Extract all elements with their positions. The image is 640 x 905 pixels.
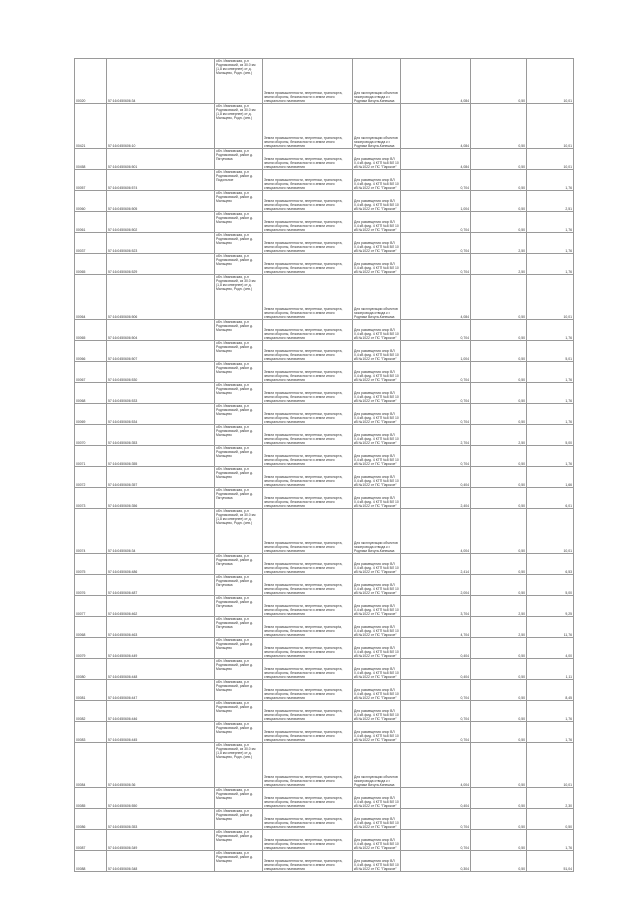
cadastral-number-cell: 57:16:0450606:36 bbox=[107, 743, 215, 788]
permitted-use-cell: Для размещения опор ВЛ 0,4 кВ фид. 4 КТП №8 ВЛ 10 кВ №1022 от ПС "Парское" bbox=[353, 212, 401, 233]
row-number-cell: 00077 bbox=[75, 596, 107, 617]
row-number-cell: 00020 bbox=[75, 59, 107, 104]
permitted-use-cell: Для эксплуатации объектов газопровода отвода к г. Родники Вичуга-Кинешма bbox=[353, 275, 401, 320]
area-cell: 0,704 bbox=[401, 170, 471, 191]
table-row bbox=[75, 638, 574, 659]
permitted-use-cell: Для размещения опор ВЛ 0,4 кВ фид. 4 КТП №8 ВЛ 10 кВ №1022 от ПС "Парское" bbox=[353, 341, 401, 362]
table-row bbox=[75, 701, 574, 722]
land-plot-table bbox=[74, 58, 574, 872]
row-number-cell: 00067 bbox=[75, 362, 107, 383]
location-cell: обл. Ивановская, р-н Родниковский, район д. Мальцево bbox=[215, 809, 263, 830]
area-cell: 4,084 bbox=[401, 59, 471, 104]
cadastral-number-cell: 57:16:0450606:486 bbox=[107, 554, 215, 575]
location-cell: обл. Ивановская, р-н Родниковский, район д. Мальцево bbox=[215, 341, 263, 362]
land-category-cell: Земли промышленности, энергетики, транспорта, земли обороны, безопасности и земли иного специального назначения bbox=[263, 659, 353, 680]
land-category-cell: Земли промышленности, энергетики, транспорта, земли обороны, безопасности и земли иного специального назначения bbox=[263, 554, 353, 575]
area-cell: 0,404 bbox=[401, 659, 471, 680]
row-number-cell: 00070 bbox=[75, 425, 107, 446]
area-cell: 3,704 bbox=[401, 596, 471, 617]
amount-cell: 9,25 bbox=[527, 596, 574, 617]
amount-cell: 10,01 bbox=[527, 275, 574, 320]
area-cell: 4,084 bbox=[401, 275, 471, 320]
permitted-use-cell: Для размещения опор ВЛ 0,4 кВ фид. 4 КТП №8 ВЛ 10 кВ №1022 от ПС "Парское" bbox=[353, 830, 401, 851]
land-category-cell: Земли промышленности, энергетики, транспорта, земли обороны, безопасности и земли иного специального назначения bbox=[263, 59, 353, 104]
row-number-cell: 00084 bbox=[75, 743, 107, 788]
area-cell: 0,304 bbox=[401, 851, 471, 872]
area-cell: 2,704 bbox=[401, 425, 471, 446]
row-number-cell: 00421 bbox=[75, 104, 107, 149]
cadastral-number-cell: 57:16:0450606:533 bbox=[107, 383, 215, 404]
area-cell: 0,704 bbox=[401, 680, 471, 701]
area-cell: 0,404 bbox=[401, 788, 471, 809]
cadastral-number-cell: 57:16:0450606:534 bbox=[107, 404, 215, 425]
land-category-cell: Земли промышленности, энергетики, транспорта, земли обороны, безопасности и земли иного специального назначения bbox=[263, 149, 353, 170]
rate-cell: 0,50 bbox=[471, 575, 527, 596]
cadastral-number-cell: 57:16:0450606:507 bbox=[107, 341, 215, 362]
cadastral-number-cell: 57:16:0450606:10 bbox=[107, 104, 215, 149]
land-category-cell: Земли промышленности, энергетики, транспорта, земли обороны, безопасности и земли иного специального назначения bbox=[263, 233, 353, 254]
amount-cell: 10,01 bbox=[527, 743, 574, 788]
cadastral-number-cell: 57:16:0450606:356 bbox=[107, 488, 215, 509]
rate-cell: 0,50 bbox=[471, 191, 527, 212]
area-cell: 0,704 bbox=[401, 233, 471, 254]
permitted-use-cell: Для размещения опор ВЛ 0,4 кВ фид. 4 КТП №8 ВЛ 10 кВ №1022 от ПС "Парское" bbox=[353, 659, 401, 680]
cadastral-number-cell: 57:16:0450606:445 bbox=[107, 722, 215, 743]
permitted-use-cell: Для эксплуатации объектов газопровода отвода к г. Родники Вичуга-Кинешма bbox=[353, 509, 401, 554]
table-row bbox=[75, 320, 574, 341]
cadastral-number-cell: 57:16:0450606:353 bbox=[107, 425, 215, 446]
area-cell: 0,704 bbox=[401, 830, 471, 851]
table-row bbox=[75, 659, 574, 680]
permitted-use-cell: Для размещения опор ВЛ 0,4 кВ фид. 4 КТП №8 ВЛ 10 кВ №1022 от ПС "Парское" bbox=[353, 149, 401, 170]
rate-cell: 0,50 bbox=[471, 680, 527, 701]
area-cell: 1,004 bbox=[401, 341, 471, 362]
land-category-cell: Земли промышленности, энергетики, транспорта, земли обороны, безопасности и земли иного специального назначения bbox=[263, 383, 353, 404]
amount-cell: 1,76 bbox=[527, 362, 574, 383]
land-category-cell: Земли промышленности, энергетики, транспорta, земли обороны, безопасности и земли иного специального назначения bbox=[263, 617, 353, 638]
location-cell: обл. Ивановская, р-н Родниковский, район д. Мальцево bbox=[215, 851, 263, 872]
land-category-cell: Земли промышленности, энергетики, транспорта, земли обороны, безопасности и земли иного специального назначения bbox=[263, 722, 353, 743]
cadastral-number-cell: 57:16:0450606:463 bbox=[107, 617, 215, 638]
table-row bbox=[75, 275, 574, 320]
location-cell: обл. Ивановская, р-н Родниковский, район д. Пятуновка bbox=[215, 149, 263, 170]
table-row bbox=[75, 446, 574, 467]
permitted-use-cell: Для размещения опор ВЛ 0,4 кВ фид. 4 КТП №8 ВЛ 10 кВ №1022 от ПС "Парское" bbox=[353, 446, 401, 467]
amount-cell: 10,01 bbox=[527, 509, 574, 554]
area-cell: 4,084 bbox=[401, 149, 471, 170]
amount-cell: 1,76 bbox=[527, 830, 574, 851]
table-row bbox=[75, 596, 574, 617]
area-cell: 4,704 bbox=[401, 617, 471, 638]
land-category-cell: Земли промышленности, энергетики, транспорта, земли обороны, безопасности и земли иного специального назначения bbox=[263, 104, 353, 149]
permitted-use-cell: Для эксплуатации объектов газопровода отвода к г. Родники Вичуга-Кинешма bbox=[353, 104, 401, 149]
amount-cell: 1,11 bbox=[527, 659, 574, 680]
land-category-cell: Земли промышленности, энергетики, транспорта, земли обороны, безопасности и земли иного специального назначения bbox=[263, 701, 353, 722]
area-cell: 4,004 bbox=[401, 509, 471, 554]
amount-cell: 5,00 bbox=[527, 425, 574, 446]
land-category-cell: Земли промышленности, энергетики, транспорта, земли обороны, безопасности и земли иного специального назначения bbox=[263, 830, 353, 851]
location-cell: обл. Ивановская, р-н Родниковский, район д. Мальцево bbox=[215, 830, 263, 851]
permitted-use-cell: Для размещения опор ВЛ 0,4 кВ фид. 4 КТП №8 ВЛ 10 кВ №1022 от ПС "Парское" bbox=[353, 467, 401, 488]
area-cell: 0,404 bbox=[401, 467, 471, 488]
land-category-cell: Земли промышленности, энергетики, транспорта, земли обороны, безопасности и земли иного специального назначения bbox=[263, 362, 353, 383]
land-category-cell: Земли промышленности, энергетики, транспорта, земли обороны, безопасности и земли иного специального назначения bbox=[263, 851, 353, 872]
rate-cell: 0,50 bbox=[471, 212, 527, 233]
table-row bbox=[75, 722, 574, 743]
cadastral-number-cell: 57:16:0450606:34 bbox=[107, 509, 215, 554]
amount-cell: 2,30 bbox=[527, 788, 574, 809]
location-cell: обл. Ивановская, р-н Родниковский, район д. Мальцево bbox=[215, 659, 263, 680]
location-cell: обл. Ивановская, р-н Родниковский, район д. Пятуновка bbox=[215, 617, 263, 638]
amount-cell: 10,01 bbox=[527, 59, 574, 104]
area-cell: 2,404 bbox=[401, 488, 471, 509]
amount-cell: 8,45 bbox=[527, 680, 574, 701]
cadastral-number-cell: 57:16:0450606:530 bbox=[107, 362, 215, 383]
amount-cell: 1,76 bbox=[527, 254, 574, 275]
area-cell: 0,704 bbox=[401, 722, 471, 743]
amount-cell: 5,01 bbox=[527, 341, 574, 362]
amount-cell: 10,01 bbox=[527, 104, 574, 149]
location-cell: обл. Ивановская, р-н Родниковский, район д. Мальцево bbox=[215, 680, 263, 701]
row-number-cell: 00085 bbox=[75, 788, 107, 809]
location-cell: обл. Ивановская, р-н Родниковский, из 30.0 км (1,8 км севернее) от д. Мальцево, Родн. (сев.) bbox=[215, 59, 263, 104]
rate-cell: 0,50 bbox=[471, 701, 527, 722]
rate-cell: 0,50 bbox=[471, 509, 527, 554]
row-number-cell: 00082 bbox=[75, 701, 107, 722]
land-category-cell: Земли промышленности, энергетики, транспорта, земли обороны, безопасности и земли иного специального назначения bbox=[263, 446, 353, 467]
area-cell: 0,404 bbox=[401, 638, 471, 659]
land-category-cell: Земли промышленности, энергетики, транспорта, земли обороны, безопасности и земли иного специального назначения bbox=[263, 275, 353, 320]
land-category-cell: Земли промышленности, энергетики, транспорта, земли обороны, безопасности и земли иного специального назначения bbox=[263, 743, 353, 788]
row-number-cell: 00079 bbox=[75, 638, 107, 659]
row-number-cell: 00071 bbox=[75, 446, 107, 467]
permitted-use-cell: Для размещения опор ВЛ 0,4 кВ фид. 4 КТП №8 ВЛ 10 кВ №1022 от ПС "Парское" bbox=[353, 488, 401, 509]
land-category-cell: Земли промышленности, энергетики, транспорта, земли обороны, безопасности и земли иного специального назначения bbox=[263, 191, 353, 212]
location-cell: обл. Ивановская, р-н Родниковский, район д. Мальцево bbox=[215, 212, 263, 233]
location-cell: обл. Ивановская, р-н Родниковский, район д. Мальцево bbox=[215, 467, 263, 488]
rate-cell: 0,50 bbox=[471, 446, 527, 467]
rate-cell: 2,50 bbox=[471, 425, 527, 446]
cadastral-number-cell: 57:16:0450606:462 bbox=[107, 596, 215, 617]
rate-cell: 0,50 bbox=[471, 851, 527, 872]
amount-cell: 2,51 bbox=[527, 191, 574, 212]
table-row bbox=[75, 212, 574, 233]
row-number-cell: 00088 bbox=[75, 851, 107, 872]
land-category-cell: Земли промышленности, энергетики, транспорта, земли обороны, безопасности и земли иного специального назначения bbox=[263, 488, 353, 509]
table-row bbox=[75, 362, 574, 383]
cadastral-number-cell: 57:16:0450606:447 bbox=[107, 680, 215, 701]
location-cell: обл. Ивановская, р-н Родниковский, район д. Пятуновка bbox=[215, 554, 263, 575]
amount-cell: 1,76 bbox=[527, 701, 574, 722]
row-number-cell: 00057 bbox=[75, 170, 107, 191]
rate-cell: 0,50 bbox=[471, 467, 527, 488]
table-row bbox=[75, 554, 574, 575]
table-row bbox=[75, 59, 574, 104]
rate-cell: 0,50 bbox=[471, 341, 527, 362]
cadastral-number-cell: 57:16:0450606:506 bbox=[107, 275, 215, 320]
table-row bbox=[75, 617, 574, 638]
table-row bbox=[75, 680, 574, 701]
cadastral-number-cell: 57:16:0450606:505 bbox=[107, 191, 215, 212]
table-row bbox=[75, 743, 574, 788]
permitted-use-cell: Для размещения опор ВЛ 0,4 кВ фид. 4 КТП №8 ВЛ 10 кВ №1022 от ПС "Парское" bbox=[353, 680, 401, 701]
location-cell: обл. Ивановская, р-н Родниковский, район д. Мальцево bbox=[215, 446, 263, 467]
amount-cell: 51,04 bbox=[527, 851, 574, 872]
table-row bbox=[75, 149, 574, 170]
rate-cell: 0,50 bbox=[471, 362, 527, 383]
table-row bbox=[75, 254, 574, 275]
location-cell: обл. Ивановская, р-н Родниковский, район д. Мальцево bbox=[215, 362, 263, 383]
cadastral-number-cell: 57:16:0450606:502 bbox=[107, 212, 215, 233]
location-cell: обл. Ивановская, р-н Родниковский, район д. Подольное bbox=[215, 170, 263, 191]
permitted-use-cell: Для размещения опор ВЛ 0,4 кВ фид. 4 КТП №8 ВЛ 10 кВ №1022 от ПС "Парское" bbox=[353, 851, 401, 872]
amount-cell: 1,76 bbox=[527, 404, 574, 425]
land-category-cell: Земли промышленности, энергетики, транспорта, земли обороны, безопасности и земли иного специального назначения bbox=[263, 809, 353, 830]
land-category-cell: Земли промышленности, энергетики, транспорта, земли обороны, безопасности и земли иного специального назначения bbox=[263, 341, 353, 362]
cadastral-number-cell: 57:16:0450606:446 bbox=[107, 701, 215, 722]
cadastral-number-cell: 57:16:0450606:357 bbox=[107, 467, 215, 488]
cadastral-number-cell: 57:16:0450606:487 bbox=[107, 575, 215, 596]
row-number-cell: 00076 bbox=[75, 575, 107, 596]
amount-cell: 1,76 bbox=[527, 212, 574, 233]
row-number-cell: 00068 bbox=[75, 383, 107, 404]
permitted-use-cell: Для размещения опор ВЛ 0,4 кВ фид. 4 КТП №8 ВЛ 10 кВ №1022 от ПС "Парское" bbox=[353, 191, 401, 212]
rate-cell: 0,50 bbox=[471, 488, 527, 509]
rate-cell: 0,50 bbox=[471, 659, 527, 680]
table-row bbox=[75, 830, 574, 851]
area-cell: 0,704 bbox=[401, 809, 471, 830]
land-category-cell: Земли промышленности, энергетики, транспорта, земли обороны, безопасности и земли иного специального назначения bbox=[263, 404, 353, 425]
permitted-use-cell: Для размещения опор ВЛ 0,4 кВ фид. 4 КТП №8 ВЛ 10 кВ №1022 от ПС "Парское" bbox=[353, 170, 401, 191]
area-cell: 0,704 bbox=[401, 320, 471, 341]
register-sheet bbox=[74, 58, 573, 871]
row-number-cell: 00086 bbox=[75, 809, 107, 830]
location-cell: обл. Ивановская, р-н Родниковский, район д. Мальцево bbox=[215, 191, 263, 212]
amount-cell: 1,76 bbox=[527, 446, 574, 467]
location-cell: обл. Ивановская, р-н Родниковский, район д. Мальцево bbox=[215, 701, 263, 722]
row-number-cell: 00075 bbox=[75, 554, 107, 575]
cadastral-number-cell: 57:16:0450606:353 bbox=[107, 809, 215, 830]
area-cell: 0,704 bbox=[401, 383, 471, 404]
permitted-use-cell: Для размещения опор ВЛ 0,4 кВ фид. 4 КТП №8 ВЛ 10 кВ №1022 от ПС "Парское" bbox=[353, 320, 401, 341]
rate-cell: 0,50 bbox=[471, 554, 527, 575]
location-cell: обл. Ивановская, р-н Родниковский, район д. Мальцево bbox=[215, 254, 263, 275]
area-cell: 1,004 bbox=[401, 191, 471, 212]
rate-cell: 0,50 bbox=[471, 809, 527, 830]
cadastral-number-cell: 57:16:0450606:574 bbox=[107, 170, 215, 191]
area-cell: 0,704 bbox=[401, 404, 471, 425]
rate-cell: 0,50 bbox=[471, 404, 527, 425]
table-row bbox=[75, 575, 574, 596]
cadastral-number-cell: 57:16:0450606:550 bbox=[107, 788, 215, 809]
land-category-cell: Земли промышленности, энергетики, транспорта, земли обороны, безопасности и земли иного специального назначения bbox=[263, 680, 353, 701]
row-number-cell: 00087 bbox=[75, 830, 107, 851]
permitted-use-cell: Для размещения опор ВЛ 0,4 кВ фид. 4 КТП №8 ВЛ 10 кВ №1022 от ПС "Парское" bbox=[353, 383, 401, 404]
location-cell: обл. Ивановская, р-н Родниковский, из 30.0 км (1,8 км севернее) от д. Мальцево, Родн. (сев.) bbox=[215, 509, 263, 554]
amount-cell: 6,53 bbox=[527, 554, 574, 575]
amount-cell: 1,76 bbox=[527, 722, 574, 743]
permitted-use-cell: Для размещения опор ВЛ 0,4 кВ фид. 4 КТП №8 ВЛ 10 кВ №1022 от ПС "Парское" bbox=[353, 554, 401, 575]
rate-cell: 0,50 bbox=[471, 638, 527, 659]
rate-cell: 0,50 bbox=[471, 743, 527, 788]
row-number-cell: 00060 bbox=[75, 191, 107, 212]
area-cell: 4,084 bbox=[401, 104, 471, 149]
row-number-cell: 00074 bbox=[75, 509, 107, 554]
rate-cell: 0,50 bbox=[471, 104, 527, 149]
amount-cell: 1,76 bbox=[527, 383, 574, 404]
permitted-use-cell: Для размещения опор ВЛ 0,4 кВ фид. 4 КТП №8 ВЛ 10 кВ №1022 от ПС "Парское" bbox=[353, 254, 401, 275]
area-cell: 0,704 bbox=[401, 701, 471, 722]
rate-cell: 0,50 bbox=[471, 383, 527, 404]
rate-cell: 2,50 bbox=[471, 233, 527, 254]
cadastral-number-cell: 57:16:0450606:348 bbox=[107, 851, 215, 872]
table-row bbox=[75, 404, 574, 425]
land-category-cell: Земли промышленности, энергетики, транспорта, земли обороны, безопасности и земли иного специального назначения bbox=[263, 254, 353, 275]
location-cell: обл. Ивановская, р-н Родниковский, район д. Пятуновка bbox=[215, 596, 263, 617]
cadastral-number-cell: 57:16:0450606:504 bbox=[107, 320, 215, 341]
table-row bbox=[75, 233, 574, 254]
permitted-use-cell: Для размещения опор ВЛ 0,4 кВ фид. 4 КТП №8 ВЛ 10 кВ №1022 от ПС "Парское" bbox=[353, 722, 401, 743]
land-category-cell: Земли промышленности, энергетики, транспорта, земли обороны, безопасности и земли иного специального назначения bbox=[263, 425, 353, 446]
cadastral-number-cell: 57:16:0450606:349 bbox=[107, 830, 215, 851]
table-row bbox=[75, 467, 574, 488]
amount-cell: 1,76 bbox=[527, 233, 574, 254]
permitted-use-cell: Для размещения опор ВЛ 0,4 кВ фид. 4 КТП №8 ВЛ 10 кВ №1022 от ПС "Парское" bbox=[353, 617, 401, 638]
land-category-cell: Земли промышленности, энергетики, транспорта, земли обороны, безопасности и земли иного специального назначения bbox=[263, 575, 353, 596]
land-category-cell: Земли промышленности, энергетики, транспорта, земли обороны, безопасности и земли иного специального назначения bbox=[263, 638, 353, 659]
area-cell: 0,704 bbox=[401, 446, 471, 467]
area-cell: 2,414 bbox=[401, 554, 471, 575]
amount-cell: 1,66 bbox=[527, 467, 574, 488]
permitted-use-cell: Для размещения опор ВЛ 0,4 кВ фид. 4 КТП №8 ВЛ 10 кВ №1022 от ПС "Парское" bbox=[353, 788, 401, 809]
cadastral-number-cell: 57:16:0450606:449 bbox=[107, 638, 215, 659]
location-cell: обл. Ивановская, р-н Родниковский, из 30.0 км (1,8 км севернее) от д. Мальцево, Родн. (сев.) bbox=[215, 743, 263, 788]
area-cell: 2,004 bbox=[401, 575, 471, 596]
permitted-use-cell: Для размещения опор ВЛ 0,4 кВ фид. 4 КТП №8 ВЛ 10 кВ №1022 от ПС "Парское" bbox=[353, 596, 401, 617]
amount-cell: 11,76 bbox=[527, 617, 574, 638]
row-number-cell: 00066 bbox=[75, 341, 107, 362]
table-row bbox=[75, 170, 574, 191]
permitted-use-cell: Для размещения опор ВЛ 0,4 кВ фид. 4 КТП №8 ВЛ 10 кВ №1022 от ПС "Парское" bbox=[353, 362, 401, 383]
land-category-cell: Земли промышленности, энергетики, транспорта, земли обороны, безопасности и земли иного специального назначения bbox=[263, 509, 353, 554]
permitted-use-cell: Для размещения опор ВЛ 0,4 кВ фид. 4 КТП №8 ВЛ 10 кВ №1022 от ПС "Парское" bbox=[353, 701, 401, 722]
amount-cell: 6,01 bbox=[527, 488, 574, 509]
rate-cell: 2,50 bbox=[471, 617, 527, 638]
row-number-cell: 00458 bbox=[75, 149, 107, 170]
rate-cell: 0,50 bbox=[471, 722, 527, 743]
amount-cell: 1,76 bbox=[527, 170, 574, 191]
table-row bbox=[75, 488, 574, 509]
permitted-use-cell: Для размещения опор ВЛ 0,4 кВ фид. 4 КТП №8 ВЛ 10 кВ №1022 от ПС "Парское" bbox=[353, 575, 401, 596]
table-row bbox=[75, 809, 574, 830]
row-number-cell: 00080 bbox=[75, 659, 107, 680]
permitted-use-cell: Для размещения опор ВЛ 0,4 кВ фид. 4 КТП №8 ВЛ 10 кВ №1022 от ПС "Парское" bbox=[353, 638, 401, 659]
rate-cell: 0,50 bbox=[471, 275, 527, 320]
row-number-cell: 00037 bbox=[75, 233, 107, 254]
row-number-cell: 00073 bbox=[75, 488, 107, 509]
rate-cell: 0,50 bbox=[471, 830, 527, 851]
row-number-cell: 00081 bbox=[75, 680, 107, 701]
table-row bbox=[75, 383, 574, 404]
cadastral-number-cell: 57:16:0450606:34 bbox=[107, 59, 215, 104]
rate-cell: 0,50 bbox=[471, 320, 527, 341]
permitted-use-cell: Для эксплуатации объектов газопровода отвода к г. Родники Вичуга-Кинешма bbox=[353, 59, 401, 104]
location-cell: обл. Ивановская, р-н Родниковский, из 30.0 км (1,8 км севернее) от д. Мальцево, Родн. (сев.) bbox=[215, 275, 263, 320]
permitted-use-cell: Для размещения опор ВЛ 0,4 кВ фид. 4 КТП №8 ВЛ 10 кВ №1022 от ПС "Парское" bbox=[353, 404, 401, 425]
row-number-cell: 00083 bbox=[75, 722, 107, 743]
amount-cell: 0,50 bbox=[527, 809, 574, 830]
amount-cell: 5,00 bbox=[527, 575, 574, 596]
rate-cell: 0,50 bbox=[471, 59, 527, 104]
row-number-cell: 00069 bbox=[75, 404, 107, 425]
location-cell: обл. Ивановская, р-н Родниковский, район д. Мальцево bbox=[215, 320, 263, 341]
table-row bbox=[75, 851, 574, 872]
cadastral-number-cell: 57:16:0450606:448 bbox=[107, 659, 215, 680]
row-number-cell: 00065 bbox=[75, 254, 107, 275]
rate-cell: 2,50 bbox=[471, 596, 527, 617]
table-row bbox=[75, 425, 574, 446]
location-cell: обл. Ивановская, р-н Родниковский, район д. Пятуновка bbox=[215, 488, 263, 509]
land-category-cell: Земли промышленности, энергетики, транспорта, земли обороны, безопасности и земли иного специального назначения bbox=[263, 467, 353, 488]
area-cell: 0,704 bbox=[401, 254, 471, 275]
location-cell: обл. Ивановская, р-н Родниковский, район д. Мальцево bbox=[215, 788, 263, 809]
table-row bbox=[75, 191, 574, 212]
area-cell: 4,004 bbox=[401, 743, 471, 788]
land-category-cell: Земли промышленности, энергетики, транспорта, земли обороны, безопасности и земли иного специального назначения bbox=[263, 788, 353, 809]
row-number-cell: 00065 bbox=[75, 320, 107, 341]
area-cell: 0,704 bbox=[401, 362, 471, 383]
row-number-cell: 00061 bbox=[75, 212, 107, 233]
location-cell: обл. Ивановская, р-н Родниковский, район д. Мальцево bbox=[215, 383, 263, 404]
location-cell: обл. Ивановская, р-н Родниковский, район д. Мальцево bbox=[215, 638, 263, 659]
cadastral-number-cell: 57:16:0450606:501 bbox=[107, 149, 215, 170]
rate-cell: 0,50 bbox=[471, 788, 527, 809]
location-cell: обл. Ивановская, р-н Родниковский, район д. Пятуновка bbox=[215, 575, 263, 596]
location-cell: обл. Ивановская, р-н Родниковский, из 30.0 км (1,8 км севернее) от д. Мальцево, Родн. (сев.) bbox=[215, 104, 263, 149]
permitted-use-cell: Для размещения опор ВЛ 0,4 кВ фид. 4 КТП №8 ВЛ 10 кВ №1022 от ПС "Парское" bbox=[353, 809, 401, 830]
table-row bbox=[75, 104, 574, 149]
table-row bbox=[75, 788, 574, 809]
row-number-cell: 00064 bbox=[75, 275, 107, 320]
permitted-use-cell: Для размещения опор ВЛ 0,4 кВ фид. 4 КТП №8 ВЛ 10 кВ №1022 от ПС "Парское" bbox=[353, 425, 401, 446]
cadastral-number-cell: 57:16:0450606:355 bbox=[107, 446, 215, 467]
location-cell: обл. Ивановская, р-н Родниковский, район д. Мальцево bbox=[215, 425, 263, 446]
rate-cell: 2,50 bbox=[471, 254, 527, 275]
area-cell: 0,704 bbox=[401, 212, 471, 233]
rate-cell: 0,50 bbox=[471, 149, 527, 170]
amount-cell: 1,76 bbox=[527, 320, 574, 341]
cadastral-number-cell: 57:16:0450606:523 bbox=[107, 233, 215, 254]
row-number-cell: 00072 bbox=[75, 467, 107, 488]
land-category-cell: Земли промышленности, энергетики, транспорта, земли обороны, безопасности и земли иного специального назначения bbox=[263, 170, 353, 191]
table-row bbox=[75, 341, 574, 362]
location-cell: обл. Ивановская, р-н Родниковский, район д. Мальцево bbox=[215, 404, 263, 425]
permitted-use-cell: Для эксплуатации объектов газопровода отвода к г. Родники Вичуга-Кинешма bbox=[353, 743, 401, 788]
location-cell: обл. Ивановская, р-н Родниковский, район д. Мальцево bbox=[215, 722, 263, 743]
land-category-cell: Земли промышленности, энергетики, транспорта, земли обороны, безопасности и земли иного специального назначения bbox=[263, 596, 353, 617]
amount-cell: 10,01 bbox=[527, 149, 574, 170]
rate-cell: 0,50 bbox=[471, 170, 527, 191]
cadastral-number-cell: 57:16:0450606:529 bbox=[107, 254, 215, 275]
location-cell: обл. Ивановская, р-н Родниковский, район д. Мальцево bbox=[215, 233, 263, 254]
land-category-cell: Земли промышленности, энергетики, транспорта, земли обороны, безопасности и земли иного специального назначения bbox=[263, 320, 353, 341]
permitted-use-cell: Для размещения опор ВЛ 0,4 кВ фид. 4 КТП №8 ВЛ 10 кВ №1022 от ПС "Парское" bbox=[353, 233, 401, 254]
land-category-cell: Земли промышленности, энергетики, транспорта, земли обороны, безопасности и земли иного специального назначения bbox=[263, 212, 353, 233]
table-row bbox=[75, 509, 574, 554]
amount-cell: 4,00 bbox=[527, 638, 574, 659]
row-number-cell: 00068 bbox=[75, 617, 107, 638]
